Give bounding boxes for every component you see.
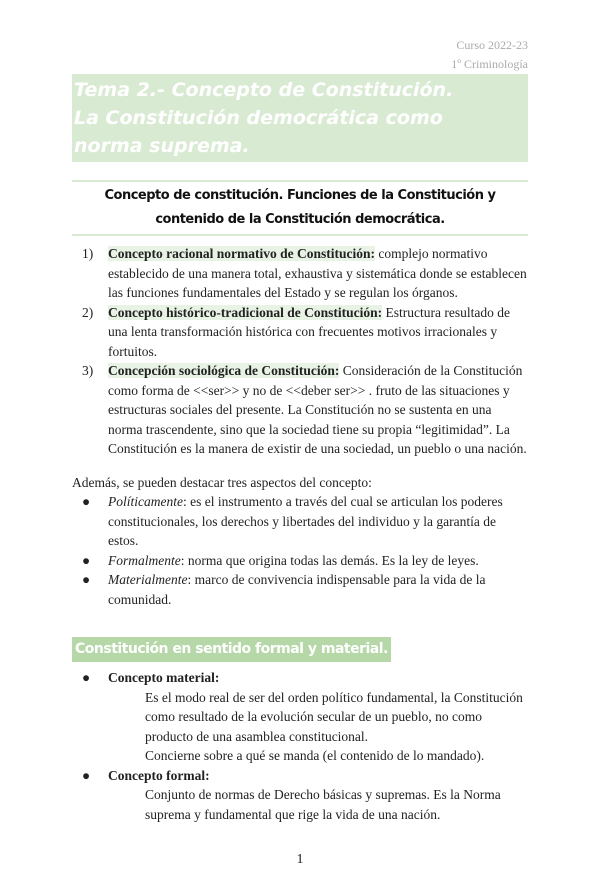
numbered-list: [82, 244, 528, 459]
list-item: [82, 492, 528, 551]
page-number: 1: [296, 852, 304, 867]
list-item: [82, 244, 528, 303]
bullet-list: [82, 492, 528, 609]
term: Políticamente: [108, 494, 183, 509]
course-label: Curso 2022-23: [456, 38, 528, 52]
document-title: [72, 74, 528, 162]
list-number: 3): [82, 363, 94, 378]
list-item: [82, 303, 528, 362]
term: Materialmente: [108, 572, 188, 587]
title-line: La Constitución democrática como: [74, 107, 443, 129]
definition: Estructura resultado de una lenta transformación histórica con frecuentes motivos irracionales y fortuitos.: [108, 304, 510, 359]
bullet-icon: ●: [82, 552, 91, 568]
bullet-icon: ●: [82, 670, 91, 685]
bullet-icon: ●: [82, 494, 91, 509]
term: Concepto formal:: [108, 767, 210, 783]
list-item: [82, 570, 528, 609]
definition: : marco de convivencia indispensable para la vida de la comunidad.: [108, 572, 486, 607]
term: Formalmente: [108, 552, 181, 568]
heading-line: contenido de la Constitución democrática.: [155, 212, 445, 227]
bullet-icon: ●: [82, 767, 91, 783]
definition: Concierne sobre a qué se manda (el contenido de lo mandado).: [145, 748, 485, 763]
heading-line: Concepto de constitución. Funciones de la Constitución y: [104, 188, 496, 203]
list-item: [82, 668, 528, 688]
intro-paragraph: Además, se pueden destacar tres aspectos del concepto:: [72, 474, 372, 490]
list-item: [82, 766, 528, 786]
list-number: 2): [82, 304, 94, 320]
definition: : es el instrumento a través del cual se articulan los poderes constitucionales, los derechos y libertades del individuo y la garantía de estos.: [108, 494, 503, 548]
title-line: norma suprema.: [74, 135, 250, 157]
group-label: 1º Criminología: [451, 57, 528, 71]
definition: : norma que origina todas las demás. Es la ley de leyes.: [180, 552, 479, 568]
definition: Conjunto de normas de Derecho básicas y supremas. Es la Norma suprema y fundamental que rige la vida de una nación.: [145, 787, 501, 822]
bullet-list-2: [82, 668, 528, 824]
section-heading: [72, 180, 528, 236]
term: Concepto material:: [108, 670, 220, 685]
list-item: [82, 551, 528, 571]
term: Concepto histórico-tradicional de Constitución:: [108, 304, 383, 320]
section-heading-2-wrapper: [72, 637, 528, 662]
list-item: [82, 361, 528, 459]
title-line: Tema 2.- Concepto de Constitución.: [74, 79, 454, 101]
list-number: 1): [82, 246, 94, 261]
bullet-icon: ●: [82, 572, 91, 587]
section-heading-2: Constitución en sentido formal y material.: [72, 637, 391, 662]
term: Concepto racional normativo de Constitución:: [108, 246, 375, 261]
term: Concepción sociológica de Constitución:: [108, 363, 340, 378]
definition: Es el modo real de ser del orden político fundamental, la Constitución como resultado de la evolución secular de un pueblo, no como producto de una asamblea constitucional.: [145, 689, 523, 744]
definition: complejo normativo establecido de una manera total, exhaustiva y sistemática donde se establecen las funciones fundamentales del Estado y se regulan los órganos.: [108, 246, 527, 300]
definition: Consideración de la Constitución como forma de <<ser>> y no de <<deber ser>> . fruto de las situaciones y estructuras sociales del presente. La Constitución no se sustenta en una norma trascendente, sino que la sociedad tiene su propia “legitimidad”. La Constitución es la manera de existir de una sociedad, un pueblo o una nación.: [108, 363, 527, 456]
